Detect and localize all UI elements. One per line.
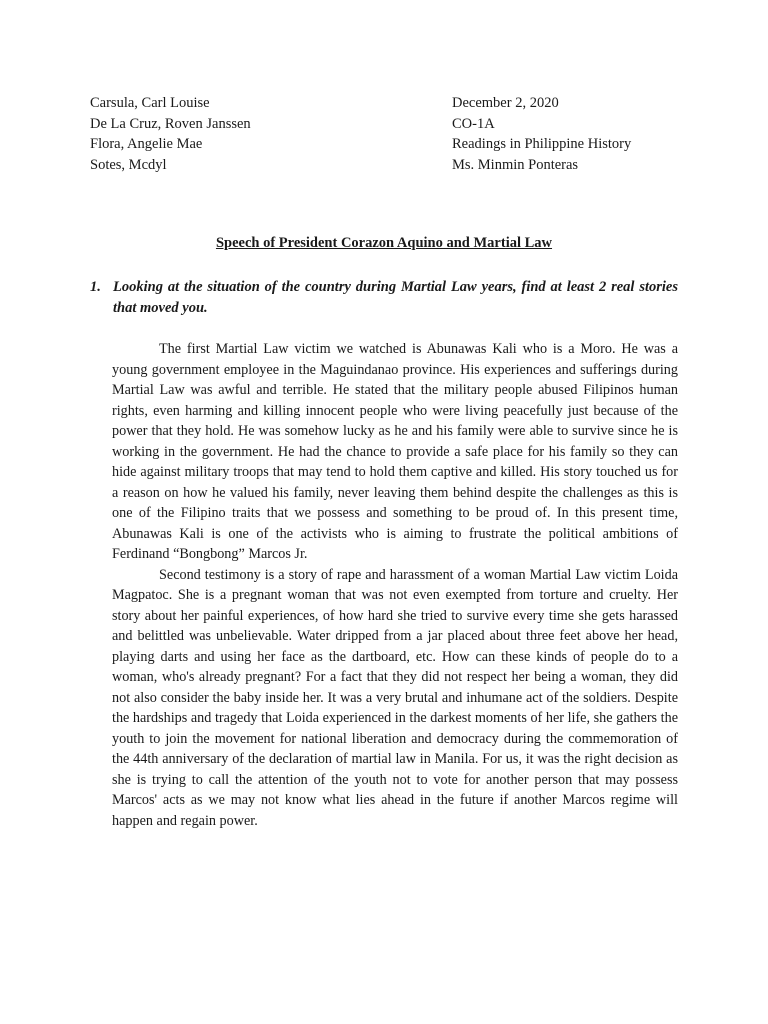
- course-info: [452, 93, 692, 175]
- author-name: Flora, Angelie Mae: [90, 136, 203, 152]
- instructor-line: Ms. Minmin Ponteras: [452, 156, 579, 173]
- section-line: CO-1A: [452, 115, 495, 132]
- course-line: Readings in Philippine History: [452, 136, 632, 152]
- question-number: 1.: [90, 279, 101, 295]
- question-text: Looking at the situation of the country during Martial Law years, find at least 2 real stories that moved you.: [113, 279, 678, 316]
- author-list: [90, 93, 420, 175]
- answer-paragraph: The first Martial Law victim we watched is Abunawas Kali who is a Moro. He was a young government employee in the Maguindanao province. His experiences and sufferings during Martial Law was awful and terrible. He stated that the military people abused Filipinos human rights, even harming and killing innocent people who were living peacefully just because of the power that they hold. He was somehow lucky as he and his family were able to survive since he is working in the government. He had the chance to provide a safe place for his family so they can hide against military troops that may tend to hold them captive and killed. His story touched us for a reason on how he valued his family, never leaving them behind despite the challenges as this is one of the Filipino traits that we possess and something to be proud of. In this present time, Abunawas Kali is one of the activists who is aiming to frustrate the political ambitions of Ferdinand “Bongbong” Marcos Jr.: [112, 341, 678, 562]
- date-line: December 2, 2020: [452, 95, 559, 111]
- author-name: Carsula, Carl Louise: [90, 95, 210, 111]
- author-name: De La Cruz, Roven Janssen: [90, 115, 251, 132]
- answer-paragraph: Second testimony is a story of rape and harassment of a woman Martial Law victim Loida Magpatoc. She is a pregnant woman that was not even exempted from torture and cruelty. Her story about her painful experiences, of how hard she tried to survive every time she gets harassed and belittled was unbelievable. Water dripped from a jar placed about three feet above her head, playing darts and using her face as the dartboard, etc. How can these kinds of people do to a woman, who's already pregnant? For a fact that they did not respect her being a woman, they did not also consider the baby inside her. It was a very brutal and inhumane act of the soldiers. Despite the hardships and tragedy that Loida experienced in the darkest moments of her life, she gathers the youth to join the movement for national liberation and democracy during the commemoration of the 44th anniversary of the declaration of martial law in Manila. For us, it was the right decision as she is trying to call the attention of the youth not to vote for another person that may possess Marcos' acts as we may not know what lies ahead in the future if another Marcos regime will happen and regain power.: [112, 566, 678, 829]
- author-name: Sotes, Mcdyl: [90, 156, 167, 173]
- answer-body: [112, 339, 678, 831]
- question-item: [90, 277, 678, 318]
- document-title: Speech of President Corazon Aquino and Martial Law: [215, 235, 553, 251]
